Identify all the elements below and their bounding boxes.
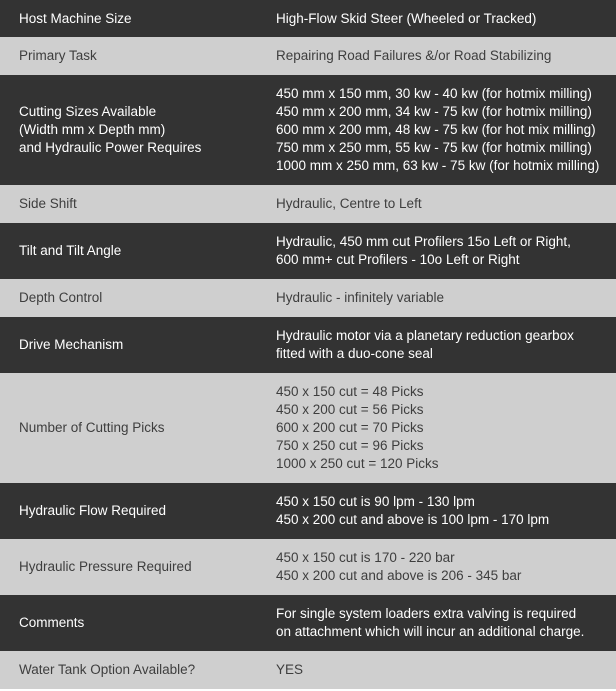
row-label: Hydraulic Flow Required bbox=[0, 483, 257, 539]
table-row bbox=[0, 37, 616, 75]
row-value: 450 x 150 cut is 170 - 220 bar 450 x 200 cut and above is 206 - 345 bar bbox=[257, 539, 616, 595]
row-value: Hydraulic, 450 mm cut Profilers 15o Left or Right, 600 mm+ cut Profilers - 10o Left or Right bbox=[257, 223, 616, 279]
row-value: For single system loaders extra valving is required on attachment which will incur an additional charge. bbox=[257, 595, 616, 651]
table-row bbox=[0, 539, 616, 595]
table-row bbox=[0, 483, 616, 539]
table-row bbox=[0, 0, 616, 37]
row-value: 450 x 150 cut = 48 Picks 450 x 200 cut = 56 Picks 600 x 200 cut = 70 Picks 750 x 250 cut = 96 Picks 1000 x 250 cut = 120 Picks bbox=[257, 373, 616, 483]
table-row bbox=[0, 279, 616, 317]
row-label: Hydraulic Pressure Required bbox=[0, 539, 257, 595]
row-label: Primary Task bbox=[0, 37, 257, 75]
row-label: Number of Cutting Picks bbox=[0, 373, 257, 483]
row-value: 450 x 150 cut is 90 lpm - 130 lpm 450 x 200 cut and above is 100 lpm - 170 lpm bbox=[257, 483, 616, 539]
row-value: High-Flow Skid Steer (Wheeled or Tracked) bbox=[257, 0, 616, 37]
row-label: Tilt and Tilt Angle bbox=[0, 223, 257, 279]
table-row bbox=[0, 595, 616, 651]
row-label: Water Tank Option Available? bbox=[0, 651, 257, 689]
row-value: Repairing Road Failures &/or Road Stabilizing bbox=[257, 37, 616, 75]
row-value: 450 mm x 150 mm, 30 kw - 40 kw (for hotmix milling) 450 mm x 200 mm, 34 kw - 75 kw (for hotmix milling) 600 mm x 200 mm, 48 kw - 75 kw (for hot mix milling) 750 mm x 250 mm, 55 kw - 75 kw (for hotmix milling) 1000 mm x 250 mm, 63 kw - 75 kw (for hotmix milling) bbox=[257, 75, 616, 185]
table-row bbox=[0, 373, 616, 483]
row-label: Side Shift bbox=[0, 185, 257, 223]
table-row bbox=[0, 317, 616, 373]
table-row bbox=[0, 75, 616, 185]
table-row bbox=[0, 223, 616, 279]
row-label: Drive Mechanism bbox=[0, 317, 257, 373]
row-value: Hydraulic, Centre to Left bbox=[257, 185, 616, 223]
row-value: YES bbox=[257, 651, 616, 689]
row-value: Hydraulic motor via a planetary reduction gearbox fitted with a duo-cone seal bbox=[257, 317, 616, 373]
table-row bbox=[0, 651, 616, 689]
row-label: Cutting Sizes Available (Width mm x Depth mm) and Hydraulic Power Requires bbox=[0, 75, 257, 185]
row-label: Host Machine Size bbox=[0, 0, 257, 37]
row-label: Comments bbox=[0, 595, 257, 651]
table-row bbox=[0, 185, 616, 223]
row-value: Hydraulic - infinitely variable bbox=[257, 279, 616, 317]
row-label: Depth Control bbox=[0, 279, 257, 317]
